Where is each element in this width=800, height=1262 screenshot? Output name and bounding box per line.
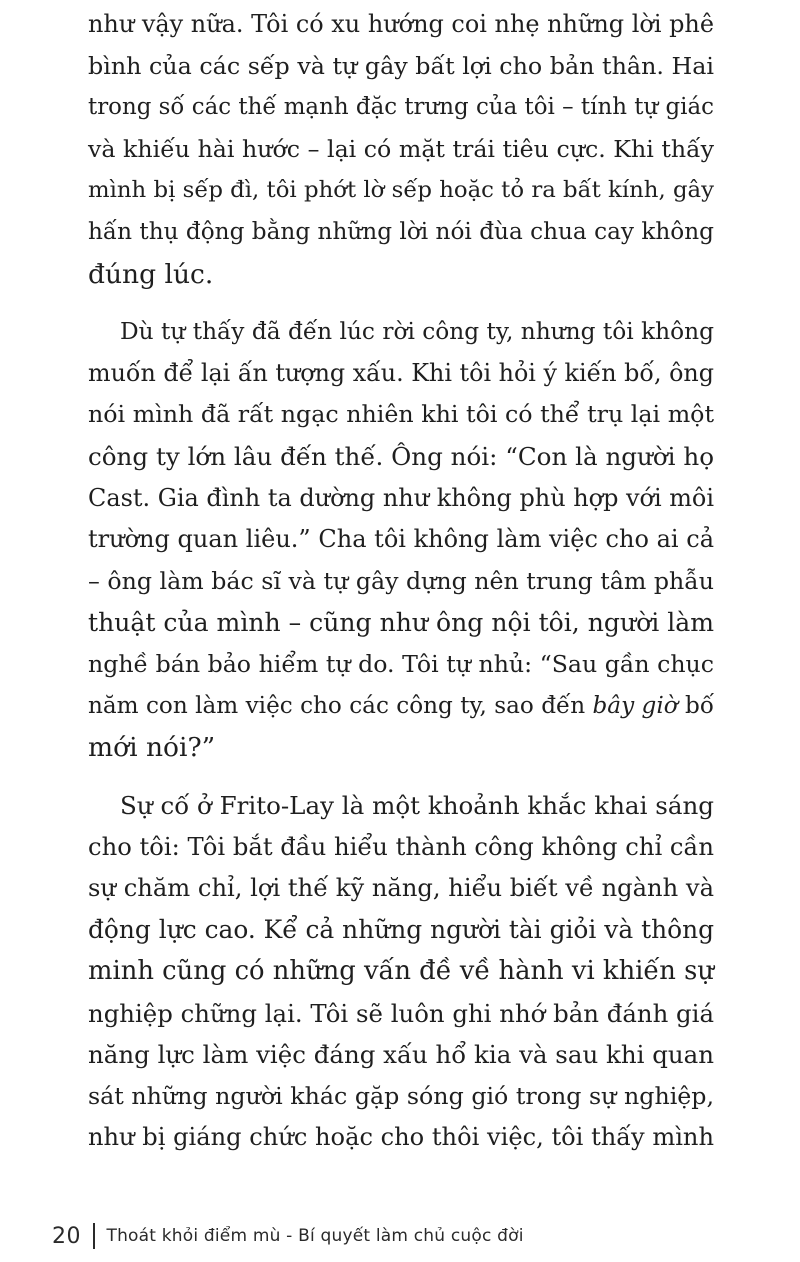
paragraph-1 [88,4,714,295]
paragraph-2 [88,311,714,769]
text-line: bình của các sếp và tự gây bất lợi cho bản thân. Hai [88,51,714,80]
text-line: mình bị sếp đì, tôi phớt lờ sếp hoặc tỏ ra bất kính, gây [88,177,714,204]
page-footer [52,1222,524,1250]
text-line: công ty lớn lâu đến thế. Ông nói: “Con là người họ [88,441,714,471]
text-line: Cast. Gia đình ta dường như không phù hợp với môi [88,483,714,512]
italic-emphasis: bây giờ [592,692,678,719]
text-line: Sự cố ở Frito-Lay là một khoảnh khắc khai sáng [120,790,714,820]
text-line: như vậy nữa. Tôi có xu hướng coi nhẹ những lời phê [88,10,714,38]
text-line: sự chăm chỉ, lợi thế kỹ năng, hiểu biết về ngành và [88,873,714,902]
text-line: đúng lúc. [88,258,214,290]
text-segment: năm con làm việc cho các công ty, sao đến [88,692,593,719]
text-line: Dù tự thấy đã đến lúc rời công ty, nhưng tôi không [120,318,714,346]
text-line: mới nói?” [88,732,216,764]
text-line: cho tôi: Tôi bắt đầu hiểu thành công không chỉ cần [88,832,714,862]
text-line: thuật của mình – cũng như ông nội tôi, người làm [88,608,714,638]
text-line: năng lực làm việc đáng xấu hổ kia và sau khi quan [88,1040,714,1070]
running-title: Thoát khỏi điểm mù - Bí quyết làm chủ cuộc đời [106,1226,524,1246]
paragraph-3 [88,785,714,1159]
text-line: trong số các thế mạnh đặc trưng của tôi – tính tự giác [88,94,714,121]
text-line: như bị giáng chức hoặc cho thôi việc, tôi thấy mình [88,1123,714,1152]
text-line: muốn để lại ấn tượng xấu. Khi tôi hỏi ý kiến bố, ông [88,358,714,387]
text-line: và khiếu hài hước – lại có mặt trái tiêu cực. Khi thấy [88,134,714,163]
text-segment: bố [677,692,714,719]
text-line: sát những người khác gặp sóng gió trong sự nghiệp, [88,1081,714,1110]
text-line: trường quan liêu.” Cha tôi không làm việc cho ai cả [88,525,714,554]
text-line: nghiệp chững lại. Tôi sẽ luôn ghi nhớ bản đánh giá [88,998,714,1028]
text-line: minh cũng có những vấn đề về hành vi khiến sự [88,956,714,987]
page-number: 20 [52,1223,81,1249]
text-line: động lực cao. Kể cả những người tài giỏi và thông [88,915,714,945]
footer-divider [93,1223,95,1249]
text-line: hấn thụ động bằng những lời nói đùa chua cay không [88,218,714,245]
text-line: – ông làm bác sĩ và tự gây dựng nên trung tâm phẫu [88,566,714,595]
text-line: nói mình đã rất ngạc nhiên khi tôi có thể trụ lại một [88,400,714,429]
text-line: nghề bán bảo hiểm tự do. Tôi tự nhủ: “Sau gần chục [88,649,714,678]
body-text [88,4,714,1159]
text-line-with-italic [88,686,714,728]
